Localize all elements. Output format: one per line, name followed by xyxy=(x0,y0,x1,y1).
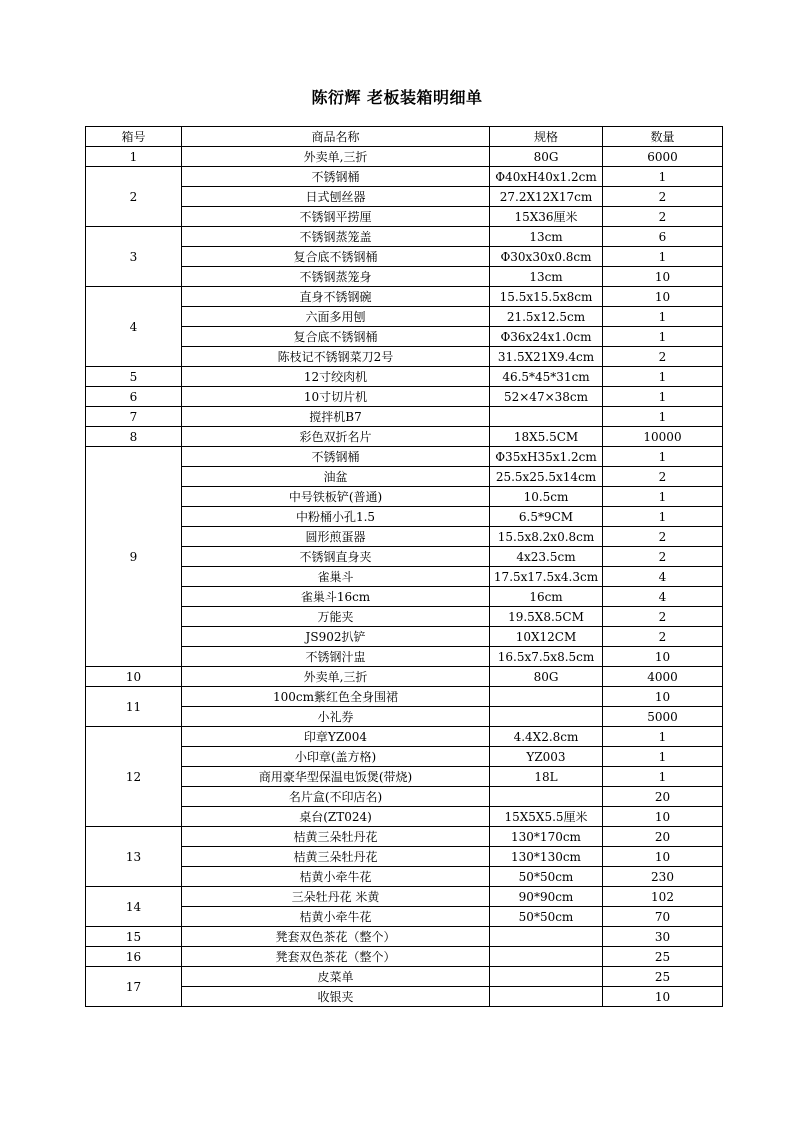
product-name-cell: 桔黄小牵牛花 xyxy=(182,867,490,887)
product-name-cell: 中号铁板铲(普通) xyxy=(182,487,490,507)
quantity-cell: 2 xyxy=(603,527,723,547)
quantity-cell: 1 xyxy=(603,387,723,407)
table-row xyxy=(86,507,723,527)
spec-cell: 18L xyxy=(490,767,603,787)
product-name-cell: 不锈钢汁盅 xyxy=(182,647,490,667)
table-row xyxy=(86,287,723,307)
box-number-cell: 5 xyxy=(86,367,182,387)
spec-cell: 16cm xyxy=(490,587,603,607)
product-name-cell: 小印章(盖方格) xyxy=(182,747,490,767)
product-name-cell: 复合底不锈钢桶 xyxy=(182,247,490,267)
spec-cell: 10X12CM xyxy=(490,627,603,647)
box-number-cell: 6 xyxy=(86,387,182,407)
product-name-cell: 陈枝记不锈钢菜刀2号 xyxy=(182,347,490,367)
product-name-cell: 不锈钢桶 xyxy=(182,167,490,187)
table-row xyxy=(86,527,723,547)
product-name-cell: 中粉桶小孔1.5 xyxy=(182,507,490,527)
quantity-cell: 10 xyxy=(603,647,723,667)
product-name-cell: 外卖单,三折 xyxy=(182,667,490,687)
header-row xyxy=(86,127,723,147)
spec-cell: 18X5.5CM xyxy=(490,427,603,447)
quantity-cell: 1 xyxy=(603,487,723,507)
table-row xyxy=(86,887,723,907)
header-spec: 规格 xyxy=(490,127,603,147)
spec-cell: 25.5x25.5x14cm xyxy=(490,467,603,487)
quantity-cell: 2 xyxy=(603,207,723,227)
quantity-cell: 1 xyxy=(603,447,723,467)
table-row xyxy=(86,687,723,707)
table-row xyxy=(86,807,723,827)
quantity-cell: 1 xyxy=(603,507,723,527)
table-row xyxy=(86,167,723,187)
quantity-cell: 230 xyxy=(603,867,723,887)
table-row xyxy=(86,567,723,587)
spec-cell: 90*90cm xyxy=(490,887,603,907)
table-row xyxy=(86,327,723,347)
product-name-cell: 三朵牡丹花 米黄 xyxy=(182,887,490,907)
document-title: 陈衍辉 老板装箱明细单 xyxy=(311,88,483,107)
spec-cell: 50*50cm xyxy=(490,907,603,927)
table-row xyxy=(86,747,723,767)
box-number-cell: 13 xyxy=(86,827,182,887)
box-number-cell: 12 xyxy=(86,727,182,827)
table-row xyxy=(86,587,723,607)
table-row xyxy=(86,307,723,327)
quantity-cell: 10 xyxy=(603,807,723,827)
header-product-name: 商品名称 xyxy=(182,127,490,147)
box-number-cell: 8 xyxy=(86,427,182,447)
spec-cell: 15X5X5.5厘米 xyxy=(490,807,603,827)
box-number-cell: 15 xyxy=(86,927,182,947)
product-name-cell: 10寸切片机 xyxy=(182,387,490,407)
table-row xyxy=(86,787,723,807)
product-name-cell: 日式刨丝器 xyxy=(182,187,490,207)
spec-cell: 80G xyxy=(490,667,603,687)
spec-cell: Φ30x30x0.8cm xyxy=(490,247,603,267)
quantity-cell: 1 xyxy=(603,407,723,427)
spec-cell xyxy=(490,987,603,1007)
table-row xyxy=(86,827,723,847)
spec-cell: 46.5*45*31cm xyxy=(490,367,603,387)
spec-cell xyxy=(490,967,603,987)
quantity-cell: 2 xyxy=(603,627,723,647)
spec-cell: 13cm xyxy=(490,227,603,247)
table-row xyxy=(86,407,723,427)
spec-cell: 21.5x12.5cm xyxy=(490,307,603,327)
table-row xyxy=(86,247,723,267)
box-number-cell: 16 xyxy=(86,947,182,967)
quantity-cell: 6000 xyxy=(603,147,723,167)
product-name-cell: 桔黄三朵牡丹花 xyxy=(182,847,490,867)
spec-cell: 130*170cm xyxy=(490,827,603,847)
box-number-cell: 9 xyxy=(86,447,182,667)
box-number-cell: 17 xyxy=(86,967,182,1007)
spec-cell xyxy=(490,707,603,727)
table-row xyxy=(86,187,723,207)
spec-cell: 19.5X8.5CM xyxy=(490,607,603,627)
quantity-cell: 10 xyxy=(603,987,723,1007)
table-row xyxy=(86,207,723,227)
quantity-cell: 10000 xyxy=(603,427,723,447)
quantity-cell: 20 xyxy=(603,827,723,847)
table-row xyxy=(86,547,723,567)
quantity-cell: 1 xyxy=(603,727,723,747)
table-row xyxy=(86,907,723,927)
quantity-cell: 10 xyxy=(603,267,723,287)
table-row xyxy=(86,427,723,447)
spec-cell: 31.5X21X9.4cm xyxy=(490,347,603,367)
product-name-cell: 复合底不锈钢桶 xyxy=(182,327,490,347)
product-name-cell: 印章YZ004 xyxy=(182,727,490,747)
quantity-cell: 1 xyxy=(603,747,723,767)
product-name-cell: 12寸绞肉机 xyxy=(182,367,490,387)
table-row xyxy=(86,227,723,247)
product-name-cell: 外卖单,三折 xyxy=(182,147,490,167)
product-name-cell: 不锈钢蒸笼身 xyxy=(182,267,490,287)
table-row xyxy=(86,347,723,367)
spec-cell: 4x23.5cm xyxy=(490,547,603,567)
spec-cell: 27.2X12X17cm xyxy=(490,187,603,207)
box-number-cell: 7 xyxy=(86,407,182,427)
quantity-cell: 102 xyxy=(603,887,723,907)
quantity-cell: 10 xyxy=(603,287,723,307)
product-name-cell: 不锈钢桶 xyxy=(182,447,490,467)
spec-cell: Φ40xH40x1.2cm xyxy=(490,167,603,187)
table-body xyxy=(86,147,723,1007)
quantity-cell: 2 xyxy=(603,607,723,627)
spec-cell: 10.5cm xyxy=(490,487,603,507)
spec-cell: 50*50cm xyxy=(490,867,603,887)
product-name-cell: 皮菜单 xyxy=(182,967,490,987)
product-name-cell: 圆形煎蛋器 xyxy=(182,527,490,547)
quantity-cell: 30 xyxy=(603,927,723,947)
table-row xyxy=(86,267,723,287)
spec-cell xyxy=(490,947,603,967)
product-name-cell: 不锈钢蒸笼盖 xyxy=(182,227,490,247)
quantity-cell: 6 xyxy=(603,227,723,247)
quantity-cell: 4 xyxy=(603,567,723,587)
product-name-cell: 直身不锈钢碗 xyxy=(182,287,490,307)
header-quantity: 数量 xyxy=(603,127,723,147)
packing-list-table xyxy=(85,126,723,1007)
quantity-cell: 20 xyxy=(603,787,723,807)
quantity-cell: 25 xyxy=(603,967,723,987)
product-name-cell: 万能夹 xyxy=(182,607,490,627)
product-name-cell: 名片盒(不印店名) xyxy=(182,787,490,807)
product-name-cell: 凳套双色茶花（整个） xyxy=(182,947,490,967)
product-name-cell: 商用豪华型保温电饭煲(带烧) xyxy=(182,767,490,787)
table-row xyxy=(86,927,723,947)
quantity-cell: 5000 xyxy=(603,707,723,727)
quantity-cell: 1 xyxy=(603,327,723,347)
product-name-cell: 桔黄三朵牡丹花 xyxy=(182,827,490,847)
quantity-cell: 2 xyxy=(603,187,723,207)
product-name-cell: 小礼券 xyxy=(182,707,490,727)
box-number-cell: 2 xyxy=(86,167,182,227)
product-name-cell: 不锈钢直身夹 xyxy=(182,547,490,567)
spec-cell: 17.5x17.5x4.3cm xyxy=(490,567,603,587)
spec-cell: 16.5x7.5x8.5cm xyxy=(490,647,603,667)
quantity-cell: 2 xyxy=(603,467,723,487)
spec-cell: Φ35xH35x1.2cm xyxy=(490,447,603,467)
quantity-cell: 2 xyxy=(603,547,723,567)
product-name-cell: 凳套双色茶花（整个） xyxy=(182,927,490,947)
quantity-cell: 10 xyxy=(603,847,723,867)
product-name-cell: 桔黄小牵牛花 xyxy=(182,907,490,927)
table-row xyxy=(86,767,723,787)
product-name-cell: 六面多用刨 xyxy=(182,307,490,327)
product-name-cell: 收银夹 xyxy=(182,987,490,1007)
product-name-cell: 不锈钢平捞厘 xyxy=(182,207,490,227)
spec-cell xyxy=(490,687,603,707)
spec-cell: 130*130cm xyxy=(490,847,603,867)
quantity-cell: 25 xyxy=(603,947,723,967)
box-number-cell: 11 xyxy=(86,687,182,727)
spec-cell: Φ36x24x1.0cm xyxy=(490,327,603,347)
quantity-cell: 4000 xyxy=(603,667,723,687)
table-row xyxy=(86,707,723,727)
table-row xyxy=(86,447,723,467)
product-name-cell: 桌台(ZT024) xyxy=(182,807,490,827)
spec-cell: 15.5x8.2x0.8cm xyxy=(490,527,603,547)
table-row xyxy=(86,387,723,407)
product-name-cell: 搅拌机B7 xyxy=(182,407,490,427)
box-number-cell: 4 xyxy=(86,287,182,367)
product-name-cell: 100cm紫红色全身围裙 xyxy=(182,687,490,707)
quantity-cell: 1 xyxy=(603,167,723,187)
product-name-cell: 油盆 xyxy=(182,467,490,487)
spec-cell xyxy=(490,407,603,427)
table-row xyxy=(86,467,723,487)
table-row xyxy=(86,367,723,387)
spec-cell xyxy=(490,927,603,947)
spec-cell: YZ003 xyxy=(490,747,603,767)
spec-cell: 15.5x15.5x8cm xyxy=(490,287,603,307)
table-row xyxy=(86,147,723,167)
quantity-cell: 1 xyxy=(603,307,723,327)
table-row xyxy=(86,607,723,627)
product-name-cell: 雀巢斗 xyxy=(182,567,490,587)
spec-cell: 15X36厘米 xyxy=(490,207,603,227)
spec-cell xyxy=(490,787,603,807)
quantity-cell: 1 xyxy=(603,767,723,787)
quantity-cell: 1 xyxy=(603,367,723,387)
spec-cell: 6.5*9CM xyxy=(490,507,603,527)
table-row xyxy=(86,727,723,747)
table-row xyxy=(86,487,723,507)
header-box-no: 箱号 xyxy=(86,127,182,147)
table-row xyxy=(86,667,723,687)
spec-cell: 4.4X2.8cm xyxy=(490,727,603,747)
box-number-cell: 10 xyxy=(86,667,182,687)
box-number-cell: 3 xyxy=(86,227,182,287)
table-row xyxy=(86,847,723,867)
box-number-cell: 14 xyxy=(86,887,182,927)
quantity-cell: 4 xyxy=(603,587,723,607)
box-number-cell: 1 xyxy=(86,147,182,167)
quantity-cell: 1 xyxy=(603,247,723,267)
table-row xyxy=(86,867,723,887)
table-row xyxy=(86,627,723,647)
spec-cell: 13cm xyxy=(490,267,603,287)
table-row xyxy=(86,987,723,1007)
table-row xyxy=(86,967,723,987)
spec-cell: 80G xyxy=(490,147,603,167)
quantity-cell: 70 xyxy=(603,907,723,927)
product-name-cell: JS902扒铲 xyxy=(182,627,490,647)
quantity-cell: 2 xyxy=(603,347,723,367)
spec-cell: 52×47×38cm xyxy=(490,387,603,407)
table-row xyxy=(86,647,723,667)
product-name-cell: 雀巢斗16cm xyxy=(182,587,490,607)
table-row xyxy=(86,947,723,967)
quantity-cell: 10 xyxy=(603,687,723,707)
product-name-cell: 彩色双折名片 xyxy=(182,427,490,447)
